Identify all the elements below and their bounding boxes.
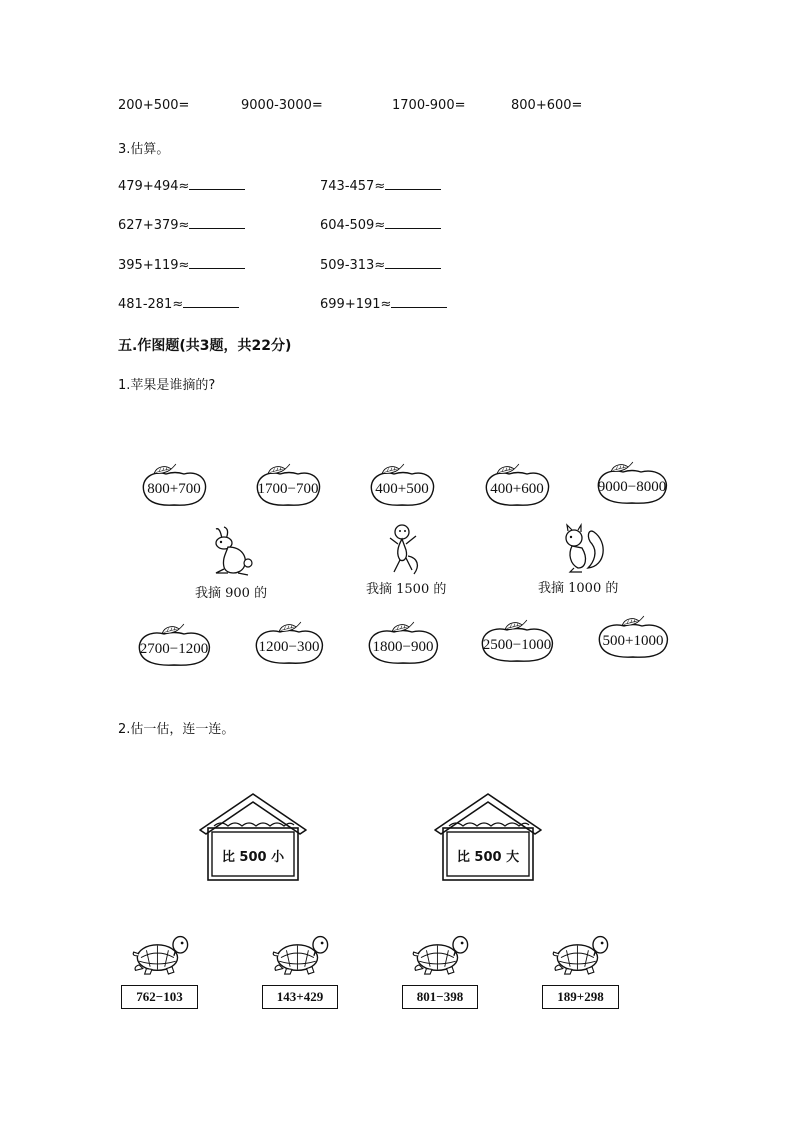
equation-3: 1700-900= bbox=[392, 98, 466, 113]
apple-label: 9000−8000 bbox=[597, 479, 667, 495]
turtle-icon bbox=[130, 930, 194, 976]
apple-label: 2700−1200 bbox=[139, 641, 209, 657]
equation-2: 9000-3000= bbox=[241, 98, 323, 113]
answer-blank[interactable] bbox=[189, 256, 245, 269]
apple[interactable] bbox=[364, 620, 442, 666]
turtle-icon bbox=[410, 930, 474, 976]
estimate-expression: 509-313≈ bbox=[320, 258, 386, 273]
animal-label: 我摘 1000 的 bbox=[538, 581, 619, 596]
answer-blank[interactable] bbox=[183, 295, 239, 308]
house-outline-icon bbox=[431, 790, 545, 882]
house-smaller[interactable] bbox=[196, 790, 310, 882]
estimate-row bbox=[118, 216, 245, 233]
house-label: 比 500 小 bbox=[221, 850, 285, 865]
turtle-expression-box[interactable]: 801−398 bbox=[402, 985, 478, 1009]
turtle-icon bbox=[550, 930, 614, 976]
answer-blank[interactable] bbox=[385, 216, 441, 229]
estimate-expression: 479+494≈ bbox=[118, 179, 190, 194]
problem-1-title: 1.苹果是谁摘的? bbox=[118, 378, 216, 393]
estimate-row bbox=[320, 256, 441, 273]
answer-blank[interactable] bbox=[385, 256, 441, 269]
turtle-expression-box[interactable]: 143+429 bbox=[262, 985, 338, 1009]
estimate-row bbox=[320, 216, 441, 233]
apple[interactable] bbox=[593, 460, 671, 506]
answer-blank[interactable] bbox=[391, 295, 447, 308]
apple-label: 800+700 bbox=[147, 481, 201, 497]
estimate-row bbox=[118, 295, 239, 312]
apple-label: 1700−700 bbox=[257, 481, 319, 497]
equation-1: 200+500= bbox=[118, 98, 190, 113]
answer-blank[interactable] bbox=[385, 177, 441, 190]
estimate-row bbox=[320, 295, 447, 312]
turtle-expression-box[interactable]: 762−103 bbox=[121, 985, 198, 1009]
apple[interactable] bbox=[251, 620, 327, 666]
apple[interactable] bbox=[594, 614, 672, 660]
rabbit-icon bbox=[208, 525, 254, 577]
apple-label: 500+1000 bbox=[602, 633, 664, 649]
house-outline-icon bbox=[196, 790, 310, 882]
apple-label: 400+600 bbox=[490, 481, 544, 497]
estimate-expression: 481-281≈ bbox=[118, 297, 184, 312]
estimate-expression: 395+119≈ bbox=[118, 258, 190, 273]
estimate-expression: 627+379≈ bbox=[118, 218, 190, 233]
squirrel-icon bbox=[558, 522, 608, 574]
q3-title: 3.估算。 bbox=[118, 142, 170, 157]
answer-blank[interactable] bbox=[189, 216, 245, 229]
estimate-expression: 699+191≈ bbox=[320, 297, 392, 312]
apple[interactable] bbox=[134, 622, 214, 668]
apple[interactable] bbox=[477, 618, 557, 664]
estimate-row bbox=[118, 256, 245, 273]
section-title: 五.作图题(共3题，共22分) bbox=[118, 338, 292, 354]
monkey-icon bbox=[384, 522, 424, 578]
equation-4: 800+600= bbox=[511, 98, 583, 113]
apple[interactable] bbox=[481, 462, 553, 508]
estimate-expression: 743-457≈ bbox=[320, 179, 386, 194]
house-bigger[interactable] bbox=[431, 790, 545, 882]
apple-label: 400+500 bbox=[375, 481, 429, 497]
animal-label: 我摘 1500 的 bbox=[366, 582, 447, 597]
animal-label: 我摘 900 的 bbox=[195, 586, 268, 601]
apple-label: 1800−900 bbox=[372, 639, 434, 655]
turtle-expression-box[interactable]: 189+298 bbox=[542, 985, 619, 1009]
house-label: 比 500 大 bbox=[456, 850, 520, 865]
apple[interactable] bbox=[366, 462, 438, 508]
apple[interactable] bbox=[138, 462, 210, 508]
apple-label: 1200−300 bbox=[258, 639, 320, 655]
apple-label: 2500−1000 bbox=[482, 637, 552, 653]
problem-2-title: 2.估一估，连一连。 bbox=[118, 722, 235, 737]
apple[interactable] bbox=[252, 462, 324, 508]
estimate-row bbox=[118, 177, 245, 194]
estimate-expression: 604-509≈ bbox=[320, 218, 386, 233]
estimate-row bbox=[320, 177, 441, 194]
turtle-icon bbox=[270, 930, 334, 976]
answer-blank[interactable] bbox=[189, 177, 245, 190]
